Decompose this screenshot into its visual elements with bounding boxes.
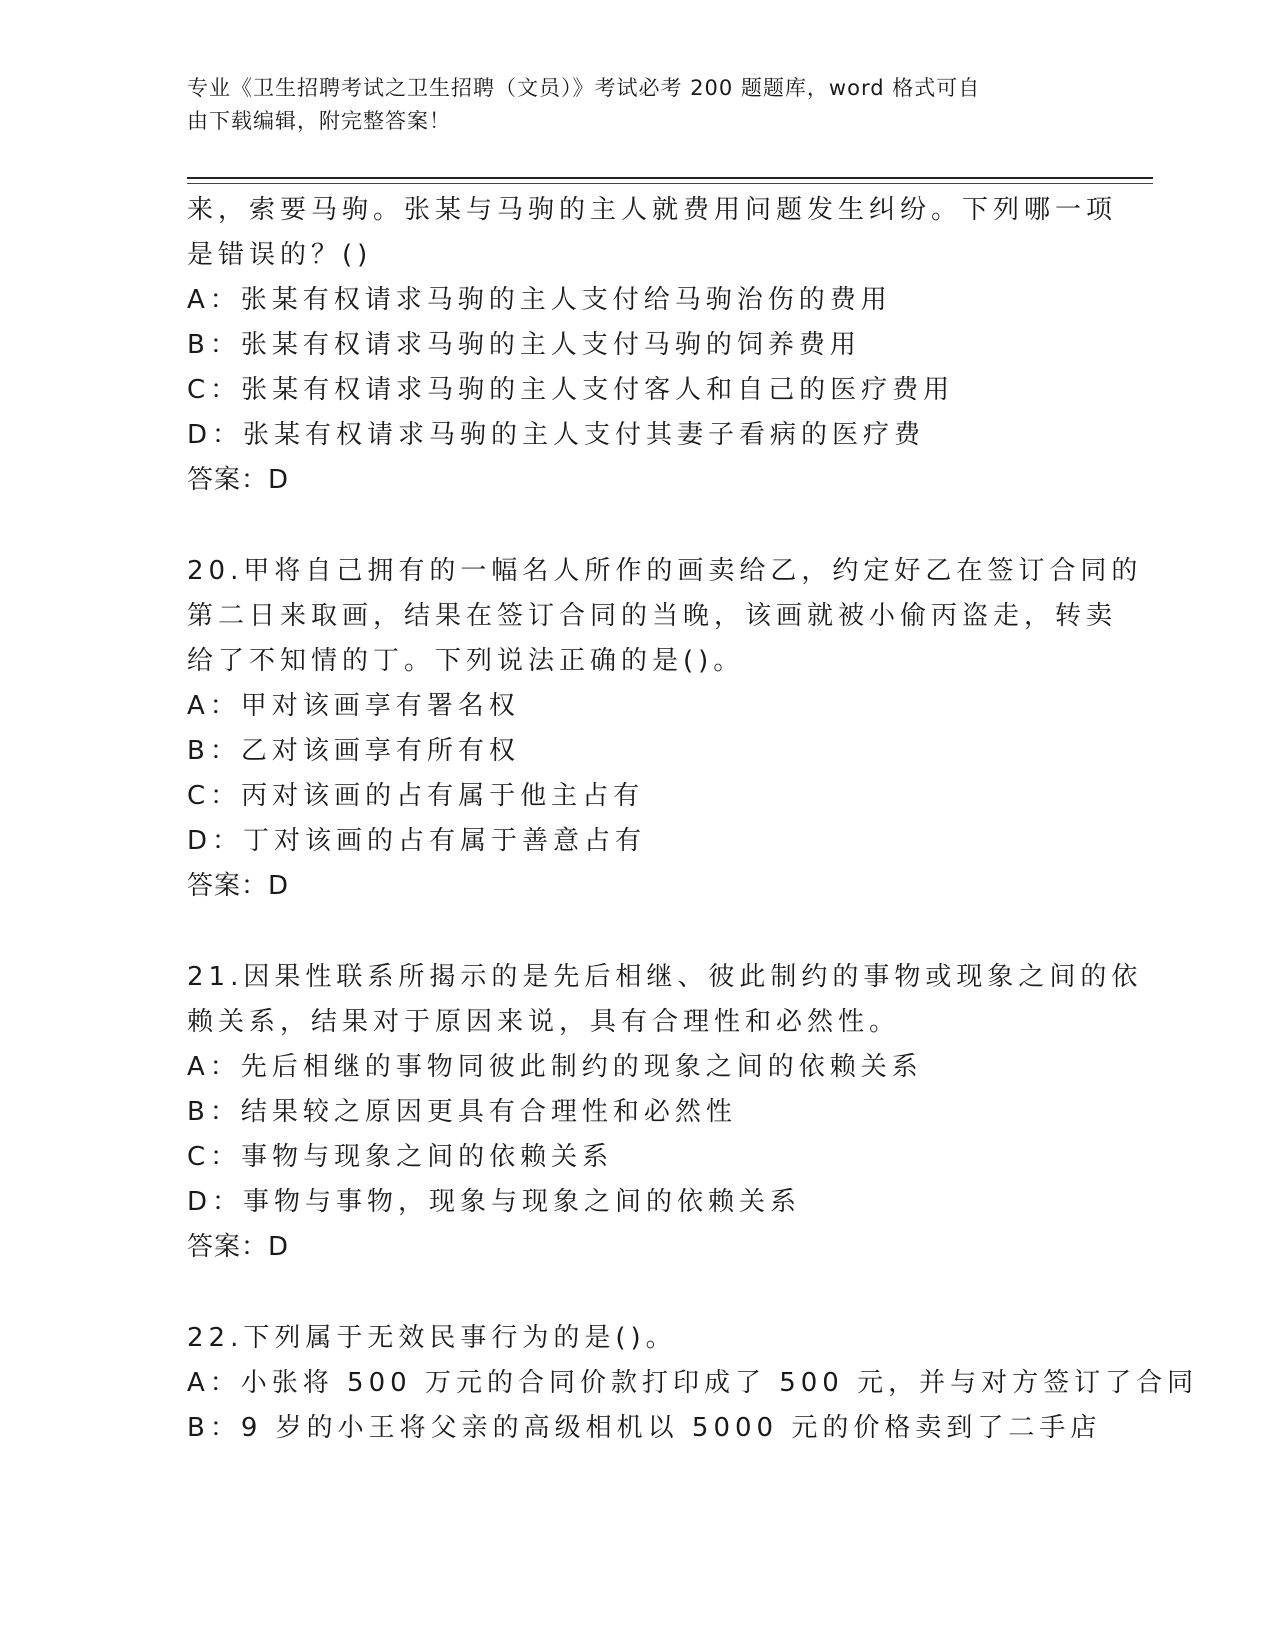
question-text-line: 第二日来取画，结果在签订合同的当晚，该画就被小偷丙盗走，转卖 — [187, 601, 1118, 631]
header-title-line-2: 由下载编辑，附完整答案！ — [187, 109, 451, 133]
option-d: D：事物与事物，现象与现象之间的依赖关系 — [187, 1187, 802, 1217]
option-a: A：甲对该画享有署名权 — [187, 691, 520, 721]
question-block-20 — [187, 549, 1143, 909]
question-text-line: 是错误的？() — [187, 240, 373, 270]
question-text-line: 给了不知情的丁。下列说法正确的是()。 — [187, 646, 745, 676]
question-block-21 — [187, 955, 1143, 1270]
question-list — [187, 188, 1199, 1451]
option-c: C：张某有权请求马驹的主人支付客人和自己的医疗费用 — [187, 375, 955, 405]
option-c: C：丙对该画的占有属于他主占有 — [187, 781, 645, 811]
answer-line: 答案：D — [187, 465, 290, 495]
option-b: B：9 岁的小王将父亲的高级相机以 5000 元的价格卖到了二手店 — [187, 1413, 1102, 1443]
header-rule-thick — [187, 177, 1153, 179]
option-d: D：张某有权请求马驹的主人支付其妻子看病的医疗费 — [187, 420, 926, 450]
question-block-22 — [187, 1316, 1199, 1451]
option-b: B：乙对该画享有所有权 — [187, 736, 520, 766]
option-a: A：先后相继的事物同彼此制约的现象之间的依赖关系 — [187, 1052, 923, 1082]
option-d: D：丁对该画的占有属于善意占有 — [187, 826, 647, 856]
option-b: B：结果较之原因更具有合理性和必然性 — [187, 1097, 737, 1127]
question-text-line: 来，索要马驹。张某与马驹的主人就费用问题发生纠纷。下列哪一项 — [187, 195, 1118, 225]
answer-line: 答案：D — [187, 871, 290, 901]
document-header — [187, 72, 1067, 138]
question-text-line: 20.甲将自己拥有的一幅名人所作的画卖给乙，约定好乙在签订合同的 — [187, 556, 1143, 586]
question-text-line: 22.下列属于无效民事行为的是()。 — [187, 1323, 677, 1353]
question-text-line: 21.因果性联系所揭示的是先后相继、彼此制约的事物或现象之间的依 — [187, 962, 1143, 992]
option-b: B：张某有权请求马驹的主人支付马驹的饲养费用 — [187, 330, 861, 360]
answer-line: 答案：D — [187, 1232, 290, 1262]
question-block-19 — [187, 188, 1118, 503]
option-a: A：张某有权请求马驹的主人支付给马驹治伤的费用 — [187, 285, 892, 315]
option-c: C：事物与现象之间的依赖关系 — [187, 1142, 614, 1172]
option-a: A：小张将 500 万元的合同价款打印成了 500 元，并与对方签订了合同 — [187, 1368, 1199, 1398]
header-rule-thin — [187, 183, 1153, 184]
question-text-line: 赖关系，结果对于原因来说，具有合理性和必然性。 — [187, 1007, 901, 1037]
header-title-line-1: 专业《卫生招聘考试之卫生招聘（文员）》考试必考 200 题题库，word 格式可自 — [187, 76, 981, 100]
